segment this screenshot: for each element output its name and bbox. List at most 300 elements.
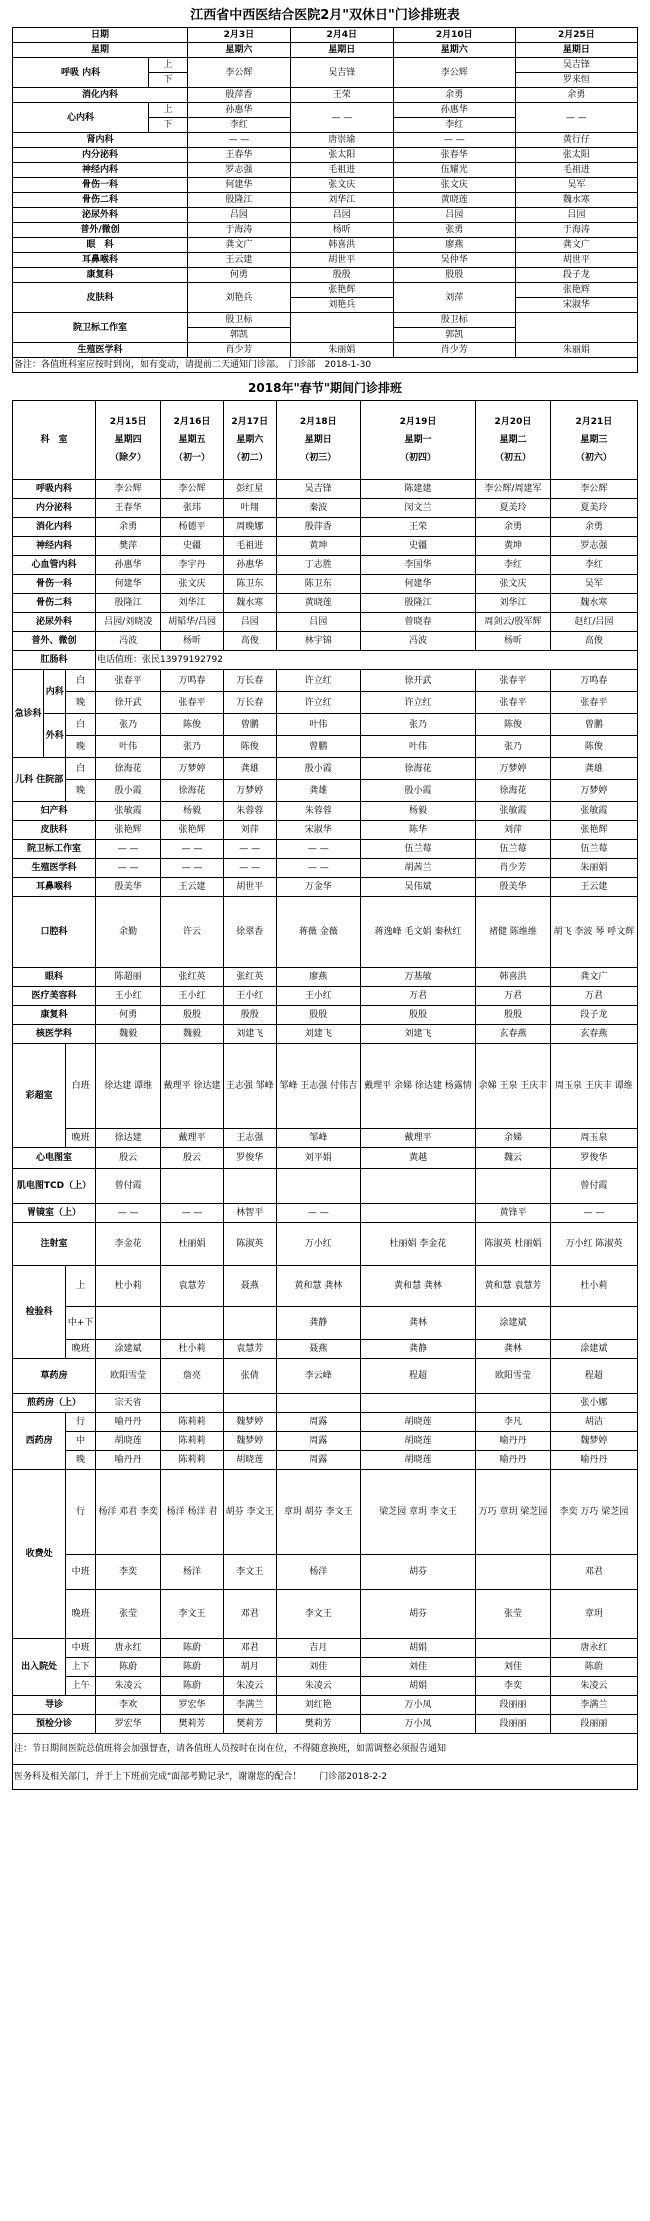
table-cell: 李奕: [476, 1677, 551, 1696]
dept-name: 骨伤一科: [13, 575, 96, 594]
table-cell: 聂燕: [223, 1266, 276, 1307]
note: 医务科及相关部门，并于上下班前完成"面部考勤记录"，谢谢您的配合！ 门诊部2018-2-2: [13, 1765, 638, 1790]
table-cell: 宋淑华: [276, 821, 360, 840]
table-cell: 何建华: [187, 178, 290, 193]
table-cell: 周露: [276, 1413, 360, 1432]
date-header: 2月4日: [290, 28, 393, 43]
table-cell: 万长春: [223, 670, 276, 692]
table-cell: 周露: [276, 1432, 360, 1451]
table-cell: [276, 1394, 360, 1413]
table-cell: 张文庆: [161, 575, 223, 594]
table-cell: [290, 313, 393, 343]
table-row: [13, 163, 638, 178]
shift: 行: [66, 1470, 96, 1555]
shift: 上下: [66, 1658, 96, 1677]
table-cell: 李宇丹: [161, 556, 223, 575]
dept-name: 骨伤二科: [13, 193, 188, 208]
table-cell: 龚林: [360, 1307, 475, 1340]
table-cell: 段丽丽: [550, 1715, 637, 1734]
table-cell: 伍兰莓: [360, 840, 475, 859]
table-cell: 吕园: [393, 208, 515, 223]
dept-name: 院卫标工作室: [13, 840, 96, 859]
dept-name: 内分泌科: [13, 499, 96, 518]
table-cell: 王荣: [290, 88, 393, 103]
table-cell: 李文王: [276, 1590, 360, 1639]
table-cell: 陈蔚: [96, 1658, 161, 1677]
table-cell: 魏水寒: [515, 193, 637, 208]
table-cell: 余勤: [96, 897, 161, 968]
dept-name: 肾内科: [13, 133, 188, 148]
table-cell: 李公辉: [393, 58, 515, 88]
table-cell: 丁志胜: [276, 556, 360, 575]
date-header: [476, 401, 551, 480]
table-cell: 夏美玲: [476, 499, 551, 518]
table-cell: 王云建: [187, 253, 290, 268]
shift: 下: [149, 118, 188, 133]
table-row: [13, 758, 638, 780]
table-cell: [223, 1394, 276, 1413]
date-header-line: 2月17日: [231, 417, 269, 427]
table-cell: 许立红: [276, 692, 360, 714]
table-cell: 黄坤: [476, 537, 551, 556]
table-cell: 胡晓莲: [360, 1432, 475, 1451]
table-row: [13, 736, 638, 758]
dept-name: 骨伤二科: [13, 594, 96, 613]
date-header: [550, 401, 637, 480]
table-row: [13, 1169, 638, 1204]
table-cell: 欧阳雪莹: [96, 1359, 161, 1394]
header-row: [13, 28, 638, 43]
header-row: [13, 43, 638, 58]
table-cell: 张春平: [550, 692, 637, 714]
page-title-2: 2018年"春节"期间门诊排班: [248, 381, 402, 395]
shift: 白: [66, 670, 96, 692]
table-cell: 杨洋: [276, 1555, 360, 1590]
table-cell: 段子龙: [550, 1006, 637, 1025]
date-header-line: 2月19日: [399, 417, 437, 427]
shift: 中+下: [66, 1307, 96, 1340]
table-cell: 万小凤: [360, 1715, 475, 1734]
table-cell: [161, 1169, 223, 1204]
table-cell: 胡月: [223, 1658, 276, 1677]
table-cell: 胡晓莲: [360, 1413, 475, 1432]
table-cell: 李公辉: [161, 480, 223, 499]
table-row: [13, 1639, 638, 1658]
table-cell: 万君: [550, 987, 637, 1006]
date-header-line: （除夕）: [110, 453, 147, 463]
dept-name: 心内科: [13, 103, 149, 133]
table-cell: 刘华江: [476, 594, 551, 613]
table-cell: 吴军: [515, 178, 637, 193]
table-cell: 胡飞 李波 琴 呼文辉: [550, 897, 637, 968]
table-row: [13, 1148, 638, 1169]
table-cell: 李红: [393, 118, 515, 133]
table-row: [13, 1307, 638, 1340]
table-cell: 曾付霞: [96, 1169, 161, 1204]
table-cell: 陈莉莉: [161, 1413, 223, 1432]
dept-name: 妇产科: [13, 802, 96, 821]
table-cell: 万小红 陈淑英: [550, 1223, 637, 1266]
table-cell: [276, 1169, 360, 1204]
table-cell: 王云建: [550, 878, 637, 897]
table-cell: 吴吉锋: [515, 58, 637, 73]
table-cell: 李文王: [223, 1555, 276, 1590]
table-cell: 周玉泉: [550, 1129, 637, 1148]
table-cell: 闵文兰: [360, 499, 475, 518]
table-cell: 詹亮: [161, 1359, 223, 1394]
table-cell: 万金华: [276, 878, 360, 897]
table-cell: 陈莉莉: [161, 1451, 223, 1470]
phone-duty: 电话值班：张民13979192792: [96, 651, 638, 670]
dept-name: 耳鼻喉科: [13, 878, 96, 897]
table-cell: 赵红/吕园: [550, 613, 637, 632]
spring-festival-schedule-table: [12, 400, 638, 1790]
table-cell: 杨洋 杨洋 君: [161, 1470, 223, 1555]
table-cell: 余勇: [550, 518, 637, 537]
table-cell: 胡洁: [550, 1413, 637, 1432]
week-header: 星期日: [515, 43, 637, 58]
table-cell: 殷殷: [393, 268, 515, 283]
table-cell: 涂建斌: [550, 1340, 637, 1359]
table-cell: 朱丽娟: [290, 343, 393, 358]
table-cell: 黄越: [360, 1148, 475, 1169]
table-cell: — —: [550, 1204, 637, 1223]
table-cell: 张艳辉: [515, 283, 637, 298]
table-cell: 叶伟: [96, 736, 161, 758]
date-header-line: （初二）: [231, 453, 268, 463]
date-header: 2月25日: [515, 28, 637, 43]
table-cell: 张乃: [476, 736, 551, 758]
table-cell: 杨昕: [161, 632, 223, 651]
shift: 晚班: [66, 1129, 96, 1148]
date-header-line: （初五）: [494, 453, 531, 463]
table-cell: 邓君: [550, 1555, 637, 1590]
table-cell: 孙惠华: [187, 103, 290, 118]
table-cell: 李红: [476, 556, 551, 575]
table-cell: 戴理平: [161, 1129, 223, 1148]
table-cell: 张勇: [393, 223, 515, 238]
table-cell: 张乃: [96, 714, 161, 736]
table-cell: 胡娟: [360, 1677, 475, 1696]
table-cell: 喻丹丹: [476, 1451, 551, 1470]
table-cell: 王荣: [360, 518, 475, 537]
table-cell: 殷卫标: [393, 313, 515, 328]
date-header-line: 2月21日: [575, 417, 613, 427]
table-cell: [476, 1169, 551, 1204]
table-cell: 杜丽娟 李金花: [360, 1223, 475, 1266]
table-cell: 万鸣春: [161, 670, 223, 692]
table-row: [13, 556, 638, 575]
table-row: [13, 575, 638, 594]
table-cell: 魏梦婷: [223, 1432, 276, 1451]
week-label: 星期: [13, 43, 188, 58]
table-cell: 刘建飞: [360, 1025, 475, 1044]
table-cell: 殷殷: [223, 1006, 276, 1025]
table-cell: 段丽丽: [476, 1715, 551, 1734]
table-cell: 周剑云/殷军辉: [476, 613, 551, 632]
table-cell: 朱蓉蓉: [276, 802, 360, 821]
table-cell: 陈蔚: [161, 1677, 223, 1696]
table-row: [13, 1129, 638, 1148]
table-cell: 徐海花: [161, 780, 223, 802]
dept-name: 口腔科: [13, 897, 96, 968]
dept-name: 皮肤科: [13, 283, 188, 313]
weekend-schedule-table: [12, 27, 638, 373]
table-cell: 刘建飞: [276, 1025, 360, 1044]
table-cell: 殷小霞: [276, 758, 360, 780]
table-cell: 玄春燕: [476, 1025, 551, 1044]
table-cell: 朱丽娟: [550, 859, 637, 878]
table-cell: 戴理平 徐达建: [161, 1044, 223, 1129]
table-cell: 张莹: [476, 1590, 551, 1639]
table-cell: 魏云: [476, 1148, 551, 1169]
table-row: [13, 1555, 638, 1590]
dept-name: 检验科: [13, 1266, 66, 1359]
table-cell: 吴军: [550, 575, 637, 594]
table-cell: 胡娟: [360, 1639, 475, 1658]
table-row: [13, 1044, 638, 1129]
table-cell: 朱凌云: [276, 1677, 360, 1696]
shift: 上午: [66, 1677, 96, 1696]
table-cell: [360, 1169, 475, 1204]
table-cell: 陈蔚: [161, 1658, 223, 1677]
table-cell: 张文庆: [476, 575, 551, 594]
shift: 晚班: [66, 1590, 96, 1639]
table-row: [13, 1470, 638, 1555]
table-cell: 夏美玲: [550, 499, 637, 518]
table-cell: 张太阳: [515, 148, 637, 163]
table-cell: 陈俊: [223, 736, 276, 758]
table-cell: 殷小霞: [96, 780, 161, 802]
table-cell: 殷云: [161, 1148, 223, 1169]
table-cell: 曾鹏: [276, 736, 360, 758]
table-cell: 欧阳雪莹: [476, 1359, 551, 1394]
table-cell: 殷隆江: [96, 594, 161, 613]
dept-name: 出入院处: [13, 1639, 66, 1696]
shift: 上: [149, 58, 188, 73]
table-cell: 吉月: [276, 1639, 360, 1658]
table-cell: 张红英: [223, 968, 276, 987]
table-cell: 许立红: [360, 692, 475, 714]
table-cell: 袁慧芳: [161, 1266, 223, 1307]
table-cell: 廖燕: [276, 968, 360, 987]
table-cell: 龚静: [360, 1340, 475, 1359]
dept-name: 消化内科: [13, 88, 188, 103]
table-cell: 杜丽娟: [161, 1223, 223, 1266]
table-cell: — —: [290, 103, 393, 133]
table-cell: 龚静: [276, 1307, 360, 1340]
table-cell: 蒋逸峰 毛文娟 秦秋红: [360, 897, 475, 968]
table-cell: 刘建飞: [223, 1025, 276, 1044]
table-cell: 殷萍香: [187, 88, 290, 103]
dept-name: 眼 科: [13, 238, 188, 253]
table-cell: 张玮: [161, 499, 223, 518]
table-row: [13, 1266, 638, 1307]
table-cell: 万梦婷: [476, 758, 551, 780]
table-cell: 殷小霞: [360, 780, 475, 802]
table-cell: 徐开武: [360, 670, 475, 692]
table-cell: 李云峰: [276, 1359, 360, 1394]
date-header: [96, 401, 161, 480]
shift: 上: [66, 1266, 96, 1307]
table-cell: 张敏霞: [476, 802, 551, 821]
table-cell: 龚文广: [515, 238, 637, 253]
shift: 上: [149, 103, 188, 118]
table-cell: 张春华: [393, 148, 515, 163]
table-cell: — —: [276, 840, 360, 859]
week-header: 星期六: [187, 43, 290, 58]
table-cell: 胡晓莲: [360, 1451, 475, 1470]
table-cell: 杜小莉: [161, 1340, 223, 1359]
table-cell: 殷隆江: [360, 594, 475, 613]
table-cell: 李公辉: [550, 480, 637, 499]
table-cell: 李国华: [360, 556, 475, 575]
table-row: [13, 238, 638, 253]
table-cell: 黄晓莲: [393, 193, 515, 208]
table-row: [13, 780, 638, 802]
table-cell: — —: [515, 103, 637, 133]
table-cell: 孙惠华: [393, 103, 515, 118]
table-cell: 张春平: [96, 670, 161, 692]
table-cell: 罗来恒: [515, 73, 637, 88]
table-row: [13, 714, 638, 736]
date-header: [161, 401, 223, 480]
dept-name: 心血管内科: [13, 556, 96, 575]
date-header-line: 星期一: [404, 435, 432, 445]
shift: 晚: [66, 780, 96, 802]
table-cell: 王志强 邹峰: [223, 1044, 276, 1129]
table-cell: 刘红艳: [276, 1696, 360, 1715]
table-row: [13, 480, 638, 499]
table-cell: 于海涛: [515, 223, 637, 238]
table-cell: — —: [161, 1204, 223, 1223]
table-cell: 周露: [276, 1451, 360, 1470]
table-cell: 李文王: [161, 1590, 223, 1639]
table-cell: [476, 1555, 551, 1590]
table-cell: 王小红: [96, 987, 161, 1006]
table-cell: 李满兰: [223, 1696, 276, 1715]
sub-dept: 内科: [44, 670, 66, 714]
dept-name: 胃镜室（上）: [13, 1204, 96, 1223]
date-header: [276, 401, 360, 480]
shift: 中班: [66, 1639, 96, 1658]
table-cell: 段子龙: [515, 268, 637, 283]
table-cell: [360, 1204, 475, 1223]
table-cell: 吕园: [276, 613, 360, 632]
table-cell: 林宇锦: [276, 632, 360, 651]
note: 备注：各值班科室应按时到岗，如有变动，请提前二天通知门诊部。 门诊部 2018-1-30: [13, 358, 638, 373]
table-cell: 杨昕: [290, 223, 393, 238]
date-header-line: （初六）: [575, 453, 612, 463]
table-row: [13, 537, 638, 556]
table-cell: 胡芬 李文王: [223, 1470, 276, 1555]
table-cell: 万鸣春: [550, 670, 637, 692]
table-cell: 唐永红: [96, 1639, 161, 1658]
table-cell: [476, 1639, 551, 1658]
table-cell: 玄春燕: [550, 1025, 637, 1044]
table-cell: 林智平: [223, 1204, 276, 1223]
table-cell: 陈淑英 杜丽娟: [476, 1223, 551, 1266]
table-cell: 周晚娜: [223, 518, 276, 537]
table-cell: 高俊: [550, 632, 637, 651]
table-cell: — —: [96, 1204, 161, 1223]
table-cell: 樊莉芳: [223, 1715, 276, 1734]
table-cell: 朱蓉蓉: [223, 802, 276, 821]
table-cell: 李凡: [476, 1413, 551, 1432]
table-cell: [96, 1307, 161, 1340]
table-cell: 喻丹丹: [550, 1451, 637, 1470]
dept-name: 西药房: [13, 1413, 66, 1470]
table-cell: 胡世平: [290, 253, 393, 268]
table-row: [13, 821, 638, 840]
table-cell: 罗俊华: [550, 1148, 637, 1169]
table-cell: 李欢: [96, 1696, 161, 1715]
table-cell: 吕园: [290, 208, 393, 223]
table-cell: 陈华: [360, 821, 475, 840]
table-cell: 王志强: [223, 1129, 276, 1148]
dept-name: 核医学科: [13, 1025, 96, 1044]
table-cell: 吕园: [187, 208, 290, 223]
table-row: [13, 1451, 638, 1470]
table-row: [13, 223, 638, 238]
table-cell: 张艳辉: [550, 821, 637, 840]
table-cell: 许立红: [276, 670, 360, 692]
table-cell: 吴仲华: [393, 253, 515, 268]
table-cell: 唐永红: [550, 1639, 637, 1658]
header-row: [13, 401, 638, 480]
table-cell: 万巧 章玥 梁芝园: [476, 1470, 551, 1555]
table-row: [13, 1204, 638, 1223]
table-row: [13, 840, 638, 859]
table-cell: 高俊: [223, 632, 276, 651]
table-cell: 陈俊: [476, 714, 551, 736]
table-cell: 杜小莉: [550, 1266, 637, 1307]
table-cell: 肖少芳: [476, 859, 551, 878]
table-cell: 冯波: [360, 632, 475, 651]
table-cell: 王春华: [187, 148, 290, 163]
table-cell: 陈俊: [550, 736, 637, 758]
table-row: [13, 268, 638, 283]
table-cell: 殷殷: [276, 1006, 360, 1025]
table-row: [13, 1413, 638, 1432]
table-cell: 宗天省: [96, 1394, 161, 1413]
table-cell: 魏毅: [161, 1025, 223, 1044]
table-cell: 喻丹丹: [96, 1413, 161, 1432]
table-cell: 唐崇瑜: [290, 133, 393, 148]
date-header-line: 星期二: [499, 435, 527, 445]
table-row: [13, 802, 638, 821]
table-row: [13, 313, 638, 328]
table-cell: 陈卫东: [223, 575, 276, 594]
page-title-1: 江西省中西医结合医院2月"双休日"门诊排班表: [190, 8, 460, 23]
table-cell: 曾鹏: [223, 714, 276, 736]
table-cell: 樊莉芳: [276, 1715, 360, 1734]
dept-name: 院卫标工作室: [13, 313, 188, 343]
dept-name: 心电图室: [13, 1148, 96, 1169]
table-cell: 叶伟: [360, 736, 475, 758]
table-cell: 邹峰: [276, 1129, 360, 1148]
shift: 白: [66, 714, 96, 736]
table-row: [13, 632, 638, 651]
table-row: [13, 878, 638, 897]
table-cell: 张艳辉: [96, 821, 161, 840]
table-cell: 胡晓莲: [223, 1451, 276, 1470]
table-cell: 龚雄: [550, 758, 637, 780]
week-header: 星期六: [393, 43, 515, 58]
table-cell: [223, 1307, 276, 1340]
table-row: [13, 1715, 638, 1734]
dept-name: 皮肤科: [13, 821, 96, 840]
